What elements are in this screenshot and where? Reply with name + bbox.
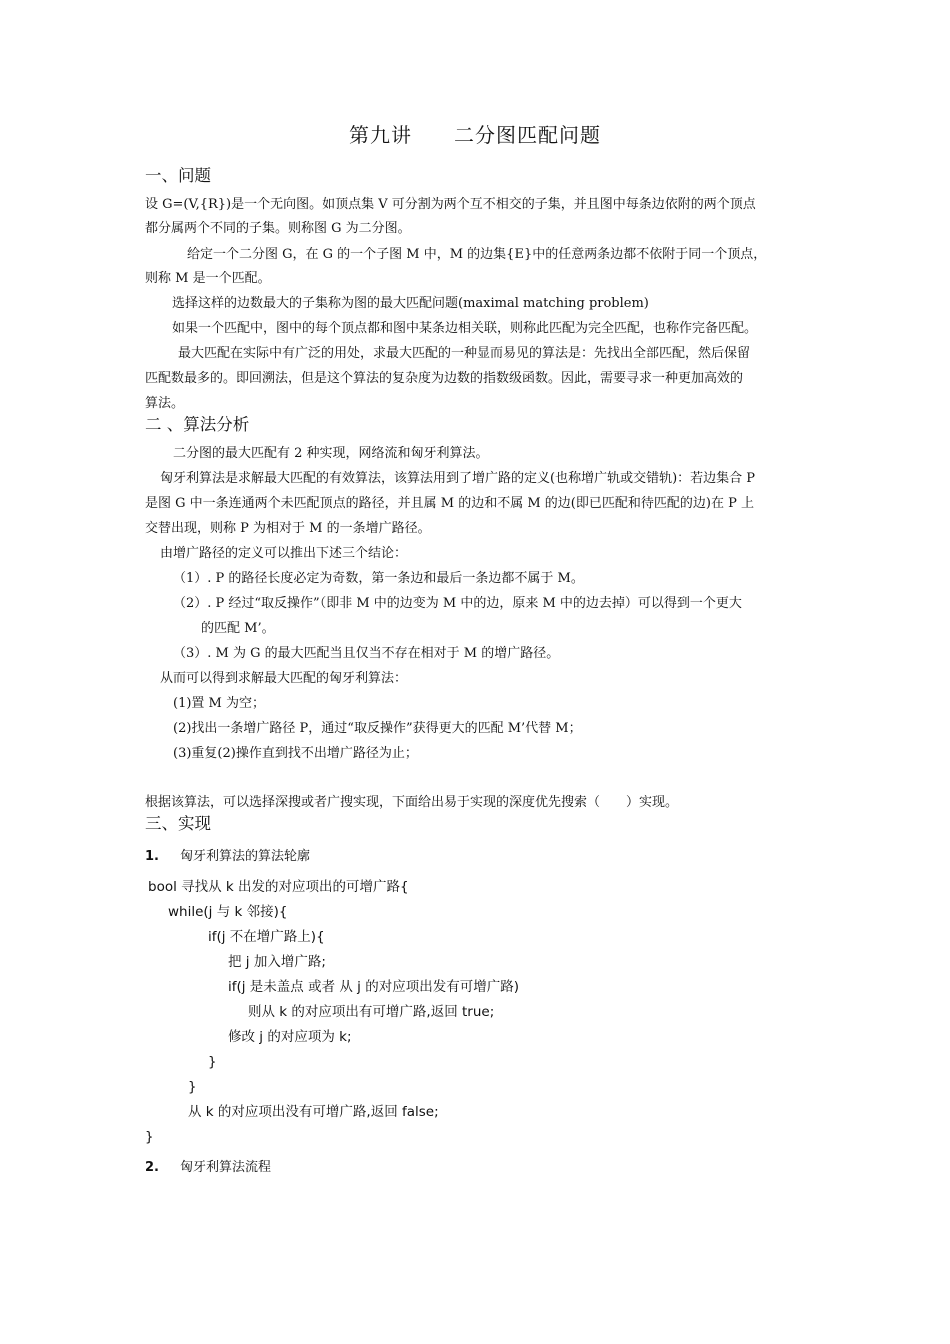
section-heading-problem: 一、问题 — [145, 166, 211, 185]
code-line: 把 j 加入增广路; — [228, 954, 326, 970]
code-line: 从 k 的对应项出没有可增广路,返回 false; — [188, 1104, 439, 1120]
paragraph-line: 二分图的最大匹配有 2 种实现，网络流和匈牙利算法。 — [173, 446, 489, 461]
paragraph-line: 交替出现，则称 P 为相对于 M 的一条增广路径。 — [145, 521, 431, 536]
conclusion-item: （3）. M 为 G 的最大匹配当且仅当不存在相对于 M 的增广路径。 — [173, 646, 560, 661]
list-number: 1. — [145, 849, 159, 864]
code-line: 修改 j 的对应项为 k; — [228, 1029, 352, 1045]
page-title: 第九讲 二分图匹配问题 — [349, 123, 601, 147]
paragraph-line: 根据该算法，可以选择深搜或者广搜实现，下面给出易于实现的深度优先搜索（ ）实现。 — [145, 795, 679, 810]
code-line: if(j 是未盖点 或者 从 j 的对应项出发有可增广路) — [228, 979, 519, 995]
conclusion-item: （1）. P 的路径长度必定为奇数，第一条边和最后一条边都不属于 M。 — [173, 571, 584, 586]
code-line: } — [145, 1129, 154, 1145]
paragraph-line: 如果一个匹配中，图中的每个顶点都和图中某条边相关联，则称此匹配为完全匹配，也称作完备匹配。 — [172, 321, 758, 336]
code-line: while(j 与 k 邻接){ — [168, 904, 288, 920]
list-item-text: 匈牙利算法流程 — [180, 1160, 272, 1175]
code-line: } — [208, 1054, 217, 1070]
paragraph-line: 则称 M 是一个匹配。 — [145, 271, 271, 286]
paragraph-line: 设 G=(V,{R})是一个无向图。如顶点集 V 可分割为两个互不相交的子集，并且图中每条边依附的两个顶点 — [145, 197, 756, 212]
section-heading-analysis: 二 、算法分析 — [145, 415, 250, 434]
paragraph-line: 给定一个二分图 G，在 G 的一个子图 M 中，M 的边集{E}中的任意两条边都不依附于同一个顶点， — [187, 247, 767, 262]
paragraph-line: 是图 G 中一条连通两个未匹配顶点的路径，并且属 M 的边和不属 M 的边(即已匹配和待匹配的边)在 P 上 — [145, 496, 754, 511]
code-line: } — [188, 1079, 197, 1095]
paragraph-line: 算法。 — [145, 396, 185, 411]
paragraph-line: 最大匹配在实际中有广泛的用处，求最大匹配的一种显而易见的算法是：先找出全部匹配，然后保留 — [178, 346, 751, 361]
list-item-text: 匈牙利算法的算法轮廓 — [180, 849, 311, 864]
conclusion-item: （2）. P 经过“取反操作”（即非 M 中的边变为 M 中的边，原来 M 中的边去掉）可以得到一个更大 — [173, 596, 742, 611]
section-heading-implementation: 三、实现 — [145, 814, 211, 833]
code-line: 则从 k 的对应项出有可增广路,返回 true; — [248, 1004, 495, 1020]
algorithm-step: (2)找出一条增广路径 P，通过“取反操作”获得更大的匹配 M’代替 M； — [173, 721, 582, 736]
algorithm-step: (3)重复(2)操作直到找不出增广路径为止； — [173, 746, 418, 761]
paragraph-line: 都分属两个不同的子集。则称图 G 为二分图。 — [145, 221, 411, 236]
paragraph-line: 选择这样的边数最大的子集称为图的最大匹配问题(maximal matching problem) — [172, 296, 649, 311]
paragraph-line: 由增广路径的定义可以推出下述三个结论： — [160, 546, 408, 561]
code-line: bool 寻找从 k 出发的对应项出的可增广路{ — [148, 879, 409, 895]
conclusion-item-continued: 的匹配 M’。 — [201, 621, 275, 636]
algorithm-step: (1)置 M 为空； — [173, 696, 265, 711]
paragraph-line: 匹配数最多的。即回溯法，但是这个算法的复杂度为边数的指数级函数。因此，需要寻求一种更加高效的 — [145, 371, 744, 386]
paragraph-line: 匈牙利算法是求解最大匹配的有效算法，该算法用到了增广路的定义(也称增广轨或交错轨)：若边集合 P — [160, 471, 756, 486]
paragraph-line: 从而可以得到求解最大匹配的匈牙利算法： — [160, 671, 408, 686]
code-line: if(j 不在增广路上){ — [208, 929, 325, 945]
list-number: 2. — [145, 1160, 159, 1175]
